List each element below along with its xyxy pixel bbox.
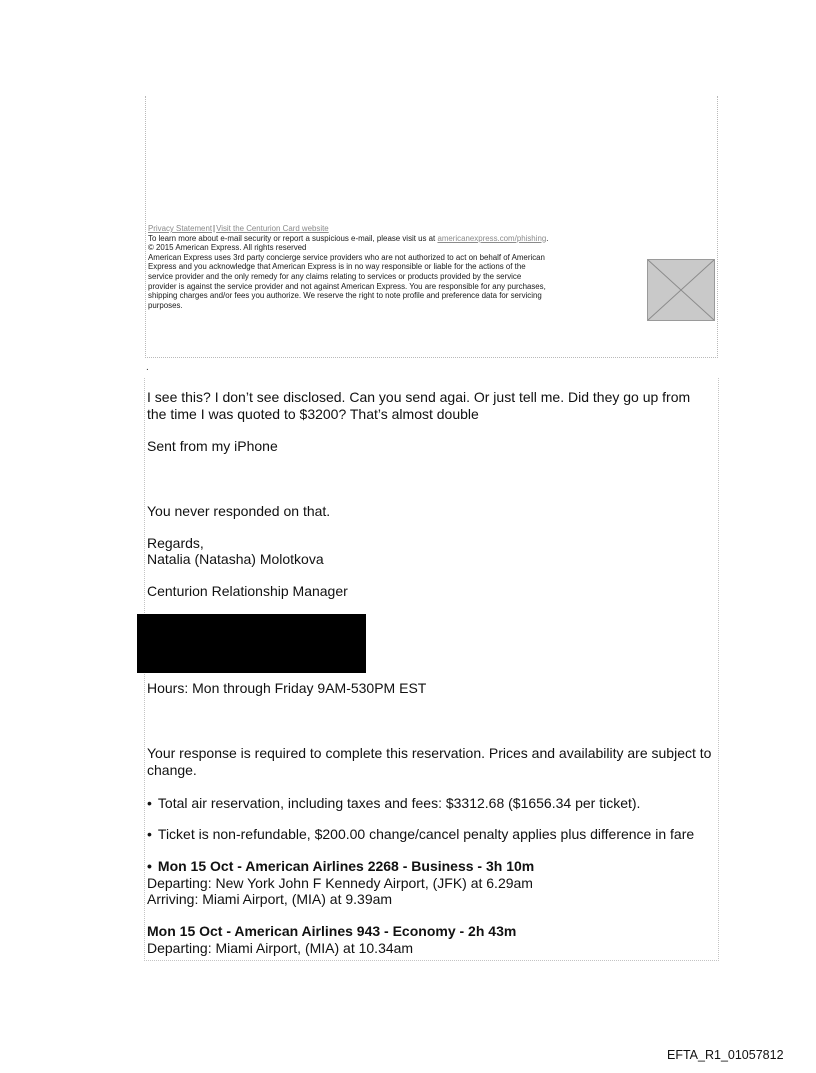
total-price-text: Total air reservation, including taxes and fees: $3312.68 ($1656.34 per ticket). [157, 795, 641, 811]
bullet-icon: • [147, 826, 152, 842]
disclaimer-line: shipping charges and/or fees you authorize. We reserve the right to note profile and preference data for servicing [148, 291, 542, 301]
disclaimer-line: Express and you acknowledge that American Express is in no way responsible or liable for the actions of the [148, 262, 526, 272]
disclaimer-line: American Express uses 3rd party concierge service providers who are not authorized to act on behalf of American [148, 252, 545, 262]
privacy-statement-link[interactable]: Privacy Statement [148, 224, 213, 233]
total-price-item [147, 795, 640, 812]
disclaimer-line: service provider and the only remedy for any claims relating to services or products provided by the service [148, 271, 522, 281]
redaction-box [137, 614, 366, 673]
flight-2-heading-text: Mon 15 Oct - American Airlines 943 - Economy - 2h 43m [147, 923, 517, 939]
regards-line: Regards, [147, 535, 204, 551]
phishing-link[interactable]: americanexpress.com/phishing [437, 233, 547, 243]
reservation-notice-line-2: change. [147, 762, 197, 778]
image-placeholder-icon [648, 260, 714, 320]
reply-line-1: I see this? I don’t see disclosed. Can you send agai. Or just tell me. Did they go up from [147, 389, 691, 405]
centurion-website-link[interactable]: Visit the Centurion Card website [216, 224, 329, 233]
disclaimer-line: purposes. [148, 300, 183, 310]
refund-policy-item [147, 826, 694, 843]
flight-2-heading [147, 923, 516, 940]
email-footer [148, 224, 648, 310]
flight-1-heading [147, 858, 534, 875]
bullet-icon: • [147, 858, 152, 874]
bullet-icon: • [147, 795, 152, 811]
broken-image-placeholder [647, 259, 715, 321]
flight-1-heading-text: Mon 15 Oct - American Airlines 2268 - Business - 3h 10m [157, 858, 535, 874]
separator-dot: . [146, 362, 149, 373]
agent-message: You never responded on that. [147, 503, 331, 519]
agent-title: Centurion Relationship Manager [147, 583, 348, 599]
link-separator: | [213, 224, 216, 233]
disclaimer-line: provider is against the service provider and not against American Express. You are responsible for any purchases, [148, 281, 546, 291]
reservation-notice-line-1: Your response is required to complete this reservation. Prices and availability are subject to [147, 745, 712, 761]
copyright-text: © 2015 American Express. All rights reserved [148, 243, 307, 253]
security-notice: To learn more about e-mail security or report a suspicious e-mail, please visit us at americanexpress.com/phishing. [148, 233, 549, 243]
document-id: EFTA_R1_01057812 [667, 1048, 784, 1062]
flight-2-departing: Departing: Miami Airport, (MIA) at 10.34am [147, 940, 414, 956]
reply-line-2: the time I was quoted to $3200? That’s almost double [147, 406, 479, 422]
agent-name: Natalia (Natasha) Molotkova [147, 551, 324, 567]
sent-from-signature: Sent from my iPhone [147, 438, 278, 454]
footer-links [148, 224, 648, 234]
hours-line: Hours: Mon through Friday 9AM-530PM EST [147, 680, 427, 696]
refund-policy-text: Ticket is non-refundable, $200.00 change/cancel penalty applies plus difference in fare [157, 826, 695, 842]
flight-1-departing: Departing: New York John F Kennedy Airport, (JFK) at 6.29am [147, 875, 533, 891]
flight-1-arriving: Arriving: Miami Airport, (MIA) at 9.39am [147, 891, 393, 907]
